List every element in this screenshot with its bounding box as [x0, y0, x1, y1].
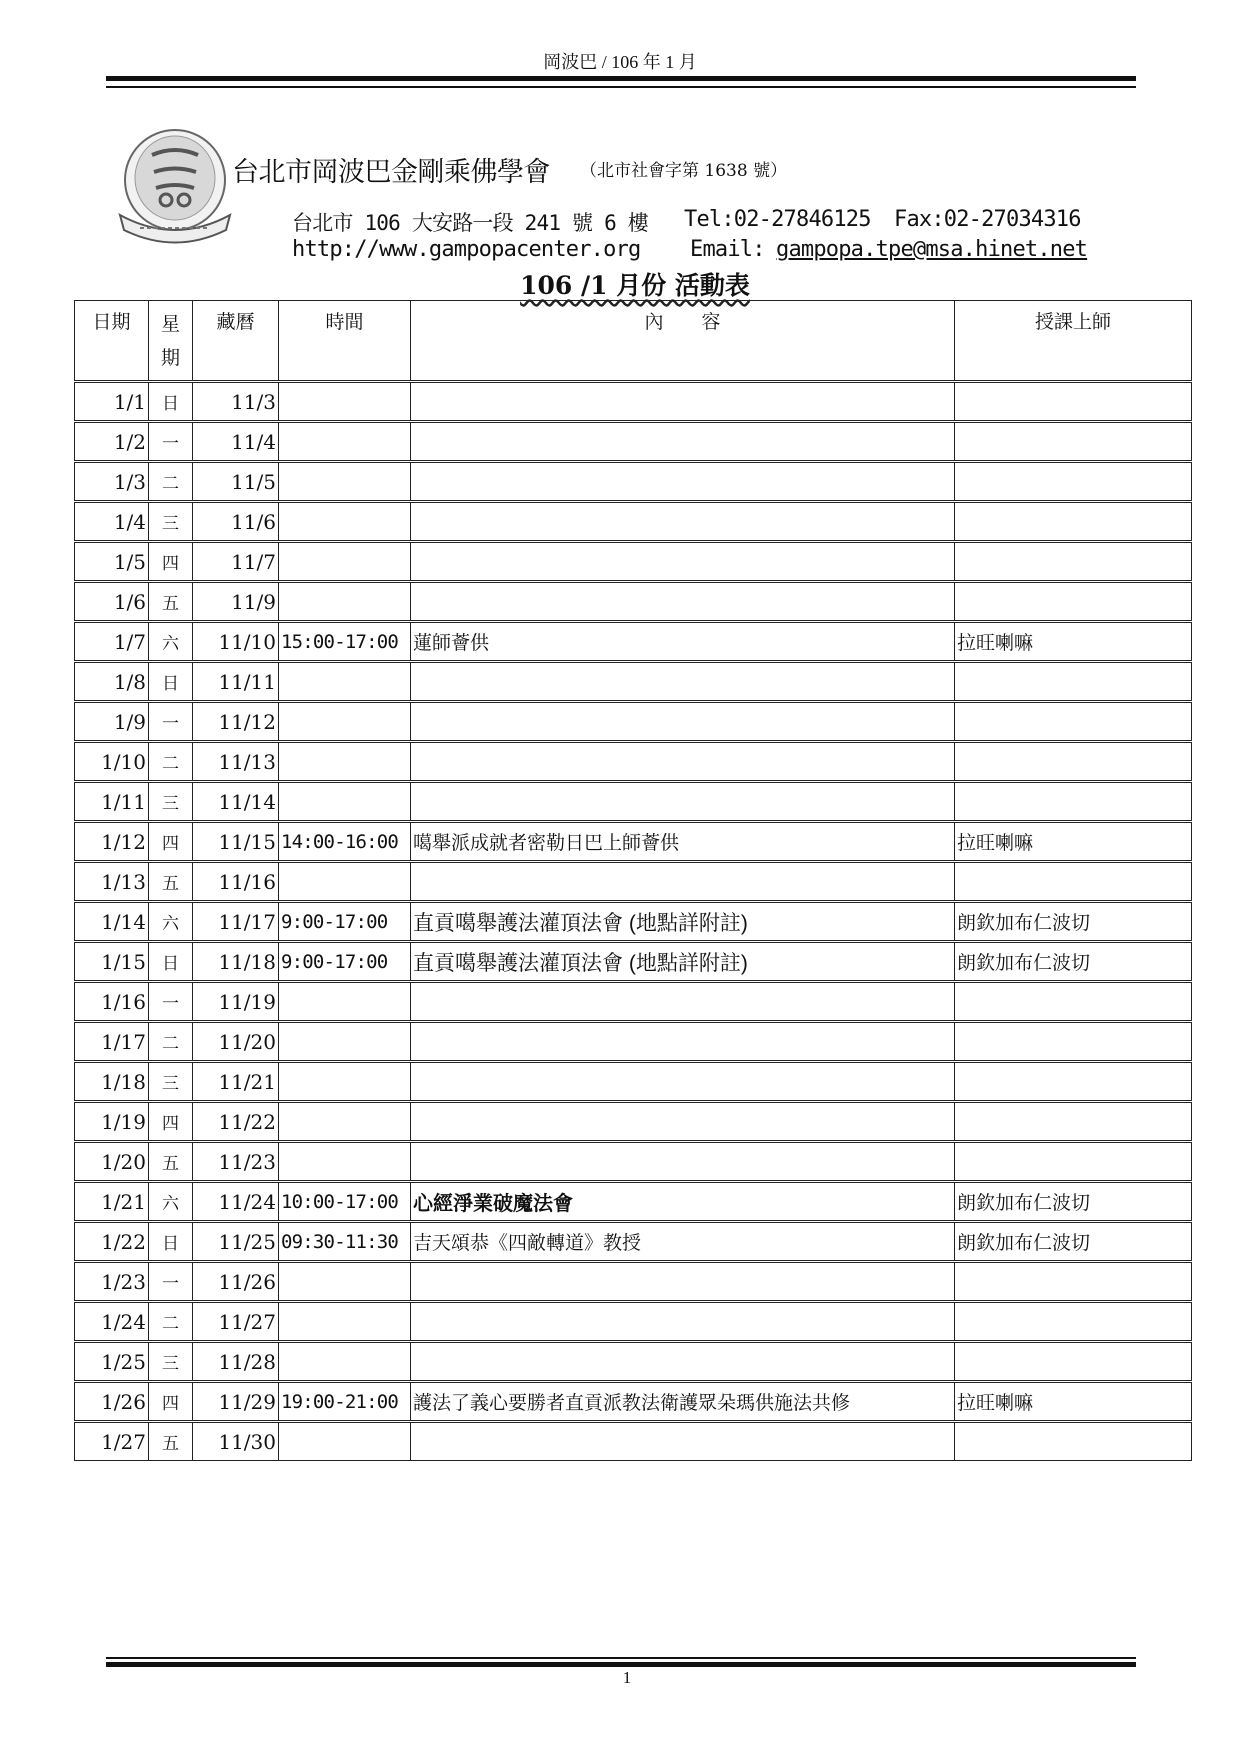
- cell-weekday: 一: [149, 1262, 193, 1302]
- cell-content: [411, 1422, 955, 1461]
- cell-teacher: [955, 1142, 1192, 1182]
- cell-content: 吉天頌恭《四敵轉道》教授: [411, 1222, 955, 1262]
- cell-teacher: [955, 1422, 1192, 1461]
- cell-teacher: [955, 382, 1192, 422]
- table-row: [75, 1262, 1192, 1302]
- cell-tibetan-date: 11/21: [193, 1062, 279, 1102]
- cell-weekday: 三: [149, 1062, 193, 1102]
- cell-tibetan-date: 11/25: [193, 1222, 279, 1262]
- cell-time: [279, 982, 411, 1022]
- cell-weekday: 四: [149, 1102, 193, 1142]
- cell-tibetan-date: 11/13: [193, 742, 279, 782]
- cell-date: 1/1: [75, 382, 149, 422]
- document-title: 106 /1 月份 活動表: [520, 271, 750, 300]
- cell-time: 09:30-11:30: [279, 1222, 411, 1262]
- cell-tibetan-date: 11/19: [193, 982, 279, 1022]
- cell-tibetan-date: 11/16: [193, 862, 279, 902]
- cell-time: [279, 1102, 411, 1142]
- cell-weekday: 一: [149, 422, 193, 462]
- table-row: [75, 502, 1192, 542]
- table-row: [75, 1222, 1192, 1262]
- cell-content: 噶舉派成就者密勒日巴上師薈供: [411, 822, 955, 862]
- cell-time: [279, 1262, 411, 1302]
- cell-tibetan-date: 11/20: [193, 1022, 279, 1062]
- email-label: Email:: [690, 237, 765, 262]
- cell-teacher: [955, 1302, 1192, 1342]
- cell-teacher: [955, 662, 1192, 702]
- telephone: Tel:02-27846125: [684, 207, 871, 232]
- table-row: [75, 542, 1192, 582]
- cell-weekday: 一: [149, 702, 193, 742]
- cell-tibetan-date: 11/14: [193, 782, 279, 822]
- registration-number: （北市社會字第 1638 號）: [580, 161, 788, 181]
- table-row: [75, 462, 1192, 502]
- table-row: [75, 1102, 1192, 1142]
- cell-weekday: 六: [149, 902, 193, 942]
- cell-time: 19:00-21:00: [279, 1382, 411, 1422]
- website-url[interactable]: http://www.gampopacenter.org: [292, 237, 641, 262]
- cell-time: [279, 1022, 411, 1062]
- table-row: [75, 1382, 1192, 1422]
- cell-teacher: 朗欽加布仁波切: [955, 902, 1192, 942]
- cell-tibetan-date: 11/7: [193, 542, 279, 582]
- cell-teacher: [955, 502, 1192, 542]
- fax: Fax:02-27034316: [894, 207, 1081, 232]
- cell-time: [279, 582, 411, 622]
- cell-tibetan-date: 11/12: [193, 702, 279, 742]
- cell-date: 1/23: [75, 1262, 149, 1302]
- cell-tibetan-date: 11/9: [193, 582, 279, 622]
- table-row: [75, 1302, 1192, 1342]
- cell-time: [279, 422, 411, 462]
- cell-weekday: 二: [149, 1302, 193, 1342]
- cell-teacher: [955, 582, 1192, 622]
- cell-date: 1/25: [75, 1342, 149, 1382]
- table-row: [75, 982, 1192, 1022]
- header-content: 內 容: [411, 301, 955, 382]
- header-weekday-line1: 星: [160, 313, 180, 335]
- table-row: [75, 1342, 1192, 1382]
- cell-time: [279, 462, 411, 502]
- cell-content: 蓮師薈供: [411, 622, 955, 662]
- cell-teacher: [955, 1102, 1192, 1142]
- cell-content: [411, 742, 955, 782]
- cell-weekday: 日: [149, 382, 193, 422]
- cell-weekday: 三: [149, 782, 193, 822]
- cell-weekday: 六: [149, 1182, 193, 1222]
- cell-content: 直貢噶舉護法灌頂法會 (地點詳附註): [411, 902, 955, 942]
- cell-teacher: [955, 1062, 1192, 1102]
- cell-weekday: 日: [149, 662, 193, 702]
- cell-date: 1/17: [75, 1022, 149, 1062]
- cell-weekday: 二: [149, 742, 193, 782]
- cell-date: 1/13: [75, 862, 149, 902]
- table-row: [75, 582, 1192, 622]
- cell-weekday: 五: [149, 1422, 193, 1461]
- cell-tibetan-date: 11/18: [193, 942, 279, 982]
- table-header-row: [75, 301, 1192, 382]
- table-row: [75, 422, 1192, 462]
- cell-content: [411, 702, 955, 742]
- table-row: [75, 862, 1192, 902]
- table-row: [75, 942, 1192, 982]
- cell-time: [279, 742, 411, 782]
- cell-weekday: 一: [149, 982, 193, 1022]
- cell-weekday: 四: [149, 822, 193, 862]
- cell-content: [411, 1342, 955, 1382]
- cell-weekday: 三: [149, 502, 193, 542]
- cell-tibetan-date: 11/10: [193, 622, 279, 662]
- cell-teacher: 朗欽加布仁波切: [955, 1222, 1192, 1262]
- cell-date: 1/20: [75, 1142, 149, 1182]
- header-time: 時間: [279, 301, 411, 382]
- cell-tibetan-date: 11/29: [193, 1382, 279, 1422]
- cell-teacher: [955, 742, 1192, 782]
- schedule-table: [74, 300, 1192, 1461]
- cell-time: 10:00-17:00: [279, 1182, 411, 1222]
- cell-weekday: 二: [149, 1022, 193, 1062]
- cell-teacher: [955, 462, 1192, 502]
- cell-teacher: [955, 1262, 1192, 1302]
- cell-time: 14:00-16:00: [279, 822, 411, 862]
- header-weekday: [149, 301, 193, 382]
- cell-content: [411, 422, 955, 462]
- table-row: [75, 782, 1192, 822]
- cell-weekday: 日: [149, 1222, 193, 1262]
- cell-time: 9:00-17:00: [279, 902, 411, 942]
- cell-time: [279, 1302, 411, 1342]
- cell-teacher: [955, 1342, 1192, 1382]
- cell-content: [411, 1262, 955, 1302]
- cell-weekday: 五: [149, 582, 193, 622]
- cell-weekday: 五: [149, 1142, 193, 1182]
- cell-date: 1/5: [75, 542, 149, 582]
- cell-tibetan-date: 11/30: [193, 1422, 279, 1461]
- header-rule-thin: [106, 86, 1136, 88]
- cell-tibetan-date: 11/3: [193, 382, 279, 422]
- cell-tibetan-date: 11/24: [193, 1182, 279, 1222]
- cell-content: 心經淨業破魔法會: [411, 1182, 955, 1222]
- cell-weekday: 三: [149, 1342, 193, 1382]
- cell-content: 直貢噶舉護法灌頂法會 (地點詳附註): [411, 942, 955, 982]
- cell-time: [279, 702, 411, 742]
- cell-content: [411, 382, 955, 422]
- cell-weekday: 四: [149, 1382, 193, 1422]
- cell-teacher: [955, 1022, 1192, 1062]
- cell-tibetan-date: 11/11: [193, 662, 279, 702]
- cell-content: [411, 1102, 955, 1142]
- cell-teacher: 朗欽加布仁波切: [955, 1182, 1192, 1222]
- cell-tibetan-date: 11/27: [193, 1302, 279, 1342]
- cell-teacher: [955, 542, 1192, 582]
- table-row: [75, 662, 1192, 702]
- table-row: [75, 702, 1192, 742]
- cell-date: 1/21: [75, 1182, 149, 1222]
- cell-teacher: [955, 982, 1192, 1022]
- table-row: [75, 902, 1192, 942]
- cell-time: [279, 1342, 411, 1382]
- cell-weekday: 二: [149, 462, 193, 502]
- cell-date: 1/9: [75, 702, 149, 742]
- cell-weekday: 五: [149, 862, 193, 902]
- cell-content: [411, 462, 955, 502]
- cell-teacher: 拉旺喇嘛: [955, 822, 1192, 862]
- cell-weekday: 六: [149, 622, 193, 662]
- page-number: 1: [622, 1668, 632, 1687]
- cell-teacher: [955, 702, 1192, 742]
- cell-content: [411, 1062, 955, 1102]
- organization-name: 台北市岡波巴金剛乘佛學會: [232, 157, 550, 187]
- cell-weekday: 日: [149, 942, 193, 982]
- table-row: [75, 1422, 1192, 1461]
- cell-date: 1/18: [75, 1062, 149, 1102]
- email-link[interactable]: gampopa.tpe@msa.hinet.net: [776, 237, 1088, 262]
- cell-weekday: 四: [149, 542, 193, 582]
- cell-date: 1/16: [75, 982, 149, 1022]
- table-row: [75, 1142, 1192, 1182]
- cell-teacher: 拉旺喇嘛: [955, 622, 1192, 662]
- cell-date: 1/2: [75, 422, 149, 462]
- cell-time: [279, 1142, 411, 1182]
- cell-teacher: 朗欽加布仁波切: [955, 942, 1192, 982]
- cell-content: [411, 862, 955, 902]
- cell-date: 1/14: [75, 902, 149, 942]
- cell-tibetan-date: 11/26: [193, 1262, 279, 1302]
- cell-teacher: [955, 422, 1192, 462]
- table-row: [75, 1182, 1192, 1222]
- cell-date: 1/27: [75, 1422, 149, 1461]
- cell-date: 1/4: [75, 502, 149, 542]
- cell-tibetan-date: 11/17: [193, 902, 279, 942]
- cell-date: 1/24: [75, 1302, 149, 1342]
- cell-content: [411, 982, 955, 1022]
- cell-time: [279, 782, 411, 822]
- cell-tibetan-date: 11/5: [193, 462, 279, 502]
- cell-time: [279, 542, 411, 582]
- cell-date: 1/8: [75, 662, 149, 702]
- cell-date: 1/6: [75, 582, 149, 622]
- cell-tibetan-date: 11/22: [193, 1102, 279, 1142]
- cell-content: [411, 662, 955, 702]
- table-row: [75, 622, 1192, 662]
- cell-time: [279, 662, 411, 702]
- running-head: 岡波巴 / 106 年 1 月: [543, 52, 697, 72]
- cell-content: [411, 582, 955, 622]
- footer-rule-thin: [106, 1657, 1136, 1659]
- cell-content: [411, 1022, 955, 1062]
- cell-tibetan-date: 11/15: [193, 822, 279, 862]
- cell-teacher: [955, 782, 1192, 822]
- cell-date: 1/26: [75, 1382, 149, 1422]
- cell-date: 1/15: [75, 942, 149, 982]
- cell-content: 護法了義心要勝者直貢派教法衛護眾朵瑪供施法共修: [411, 1382, 955, 1422]
- cell-date: 1/22: [75, 1222, 149, 1262]
- cell-teacher: [955, 862, 1192, 902]
- header-tibetan-date: 藏曆: [193, 301, 279, 382]
- header-date: 日期: [75, 301, 149, 382]
- header-teacher: 授課上師: [955, 301, 1192, 382]
- table-row: [75, 742, 1192, 782]
- cell-date: 1/12: [75, 822, 149, 862]
- cell-content: [411, 542, 955, 582]
- footer-rule-thick: [106, 1662, 1136, 1667]
- cell-tibetan-date: 11/4: [193, 422, 279, 462]
- cell-teacher: 拉旺喇嘛: [955, 1382, 1192, 1422]
- cell-date: 1/10: [75, 742, 149, 782]
- cell-time: [279, 1422, 411, 1461]
- cell-tibetan-date: 11/6: [193, 502, 279, 542]
- cell-time: [279, 1062, 411, 1102]
- cell-date: 1/3: [75, 462, 149, 502]
- table-row: [75, 1022, 1192, 1062]
- cell-content: [411, 1142, 955, 1182]
- cell-time: [279, 382, 411, 422]
- cell-time: 15:00-17:00: [279, 622, 411, 662]
- cell-time: [279, 862, 411, 902]
- cell-time: 9:00-17:00: [279, 942, 411, 982]
- cell-tibetan-date: 11/23: [193, 1142, 279, 1182]
- cell-date: 1/19: [75, 1102, 149, 1142]
- schedule-body: [75, 382, 1192, 1461]
- cell-tibetan-date: 11/28: [193, 1342, 279, 1382]
- table-row: [75, 382, 1192, 422]
- address: 台北市 106 大安路一段 241 號 6 樓: [292, 211, 648, 235]
- cell-content: [411, 1302, 955, 1342]
- header-rule-thick: [106, 76, 1136, 81]
- header-weekday-line2: 期: [160, 347, 180, 369]
- cell-time: [279, 502, 411, 542]
- organization-logo: [110, 120, 240, 250]
- table-row: [75, 1062, 1192, 1102]
- table-row: [75, 822, 1192, 862]
- cell-date: 1/7: [75, 622, 149, 662]
- cell-date: 1/11: [75, 782, 149, 822]
- cell-content: [411, 782, 955, 822]
- cell-content: [411, 502, 955, 542]
